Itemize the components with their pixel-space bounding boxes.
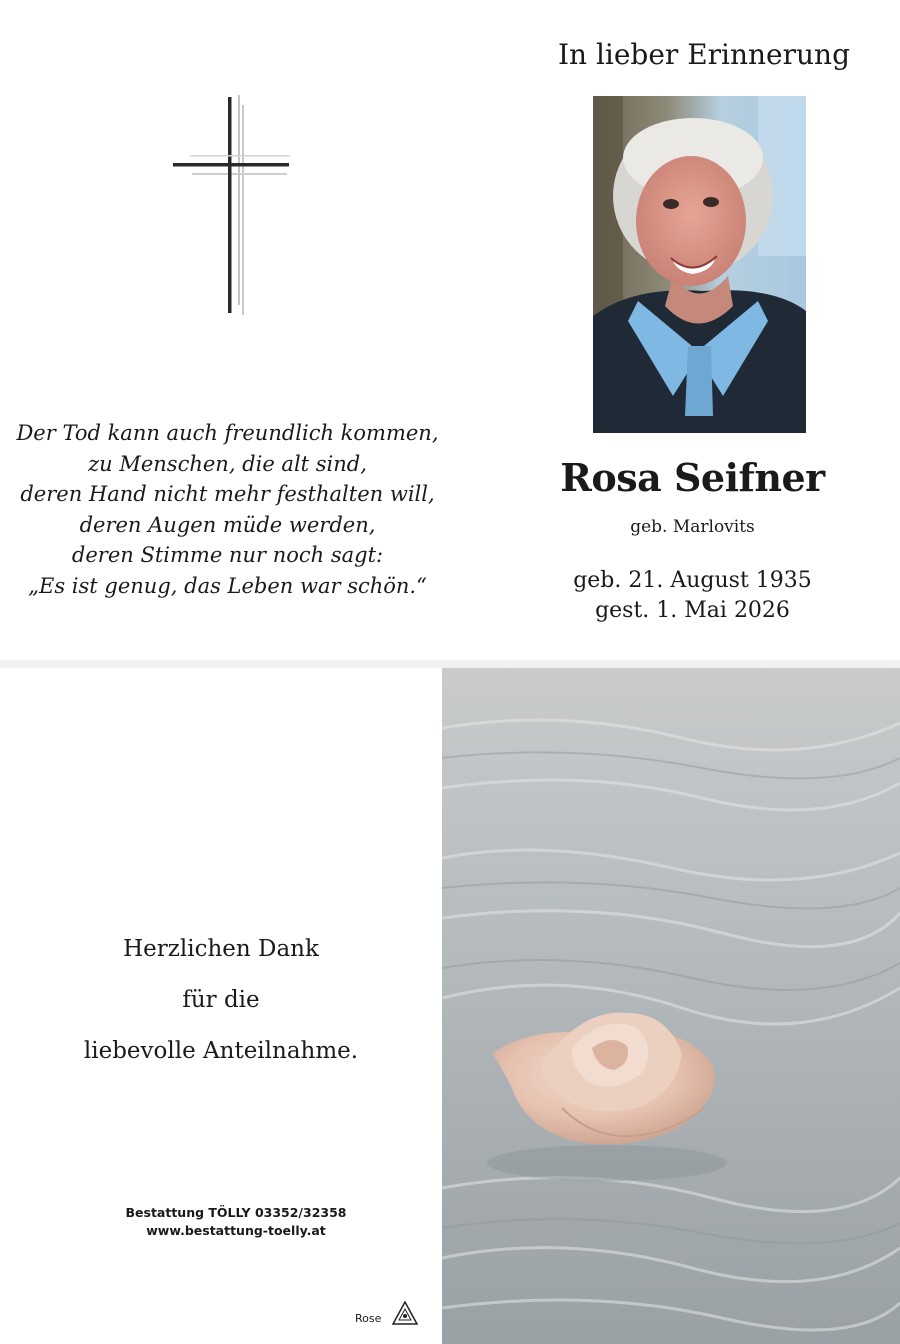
thank-you-text bbox=[0, 924, 442, 1077]
thanks-line: liebevolle Anteilnahme. bbox=[83, 1038, 359, 1064]
memorial-heading: In lieber Erinnerung bbox=[557, 38, 850, 71]
undertaker-website: www.bestattung-toelly.at bbox=[146, 1223, 326, 1238]
thanks-line: Herzlichen Dank bbox=[123, 936, 319, 962]
image-caption: Rose bbox=[355, 1312, 382, 1325]
death-date: gest. 1. Mai 2026 bbox=[595, 598, 790, 623]
thanks-line: für die bbox=[182, 987, 260, 1013]
poem-line: deren Stimme nur noch sagt: bbox=[71, 543, 384, 567]
poem-line: Der Tod kann auch freundlich kommen, bbox=[16, 421, 439, 445]
triangle-logo-icon bbox=[392, 1301, 418, 1325]
card-panel-top-right bbox=[455, 0, 900, 660]
memorial-poem bbox=[15, 418, 440, 601]
birth-date: geb. 21. August 1935 bbox=[573, 568, 812, 593]
rose-on-water-image bbox=[442, 668, 900, 1344]
card-panel-bottom-left bbox=[0, 668, 442, 1344]
poem-line: „Es ist genug, das Leben war schön.“ bbox=[28, 573, 427, 598]
deceased-name: Rosa Seifner bbox=[560, 455, 825, 500]
undertaker-info bbox=[0, 1204, 472, 1240]
poem-line: deren Augen müde werden, bbox=[79, 512, 376, 537]
card-panel-bottom-right bbox=[442, 668, 900, 1344]
portrait-photo bbox=[593, 96, 806, 433]
undertaker-name-phone: Bestattung TÖLLY 03352/32358 bbox=[125, 1205, 347, 1220]
card-fold bbox=[0, 660, 900, 668]
life-dates bbox=[455, 566, 900, 626]
poem-line: zu Menschen, die alt sind, bbox=[88, 451, 367, 476]
maiden-name: geb. Marlovits bbox=[630, 517, 755, 537]
poem-line: deren Hand nicht mehr festhalten will, bbox=[20, 482, 435, 506]
card-panel-top-left bbox=[0, 0, 455, 660]
cross-icon bbox=[170, 95, 292, 315]
